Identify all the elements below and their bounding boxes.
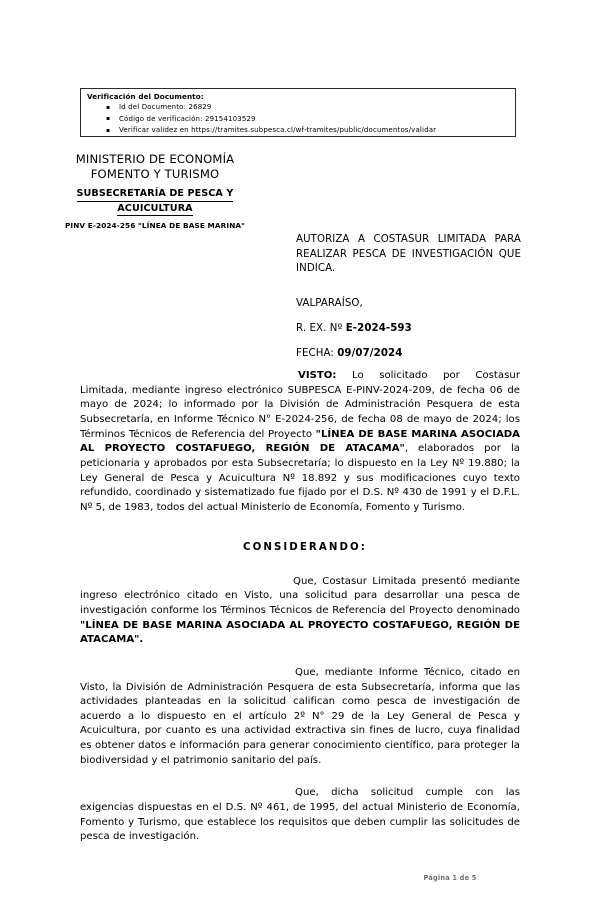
considerando-paragraph-2 bbox=[80, 666, 520, 769]
verification-item-document-id: ▪ Id del Documento: 26829 bbox=[119, 102, 436, 114]
visto-text-part2: , elaborados por la peticionaria y aprobados por esta Subsecretaría; lo dispuesto en la Ley Nº 19.880; la Ley General de Pesca y Acuicultura Nº 18.892 y sus modificaciones cuyo texto refundido, coordinado y sistematizado fue fijado por el D.S. Nº 430 de 1991 y el D.F.L. Nº 5, de 1983, todos del actual Ministerio de Economía, Fomento y Turismo. bbox=[80, 443, 520, 513]
verification-title: Verificación del Documento: bbox=[87, 92, 204, 101]
para1-project-name: "LÍNEA DE BASE MARINA ASOCIADA AL PROYECTO COSTAFUEGO, REGIÓN DE ATACAMA". bbox=[80, 619, 520, 646]
page-footer: Página 1 de 5 bbox=[423, 874, 477, 882]
considerando-heading: CONSIDERANDO: bbox=[243, 541, 367, 553]
ministry-name-line2: FOMENTO Y TURISMO bbox=[90, 166, 220, 181]
verification-item-url: ▪ Verificar validez en https://tramites.subpesca.cl/wf-tramites/public/documentos/validar bbox=[119, 125, 436, 137]
para2-text: Que, mediante Informe Técnico, citado en Visto, la División de Administración Pesquera de esta Subsecretaría, informa que las actividades planteadas en la solicitud califican como pesca de investigación de acuerdo a lo dispuesto en el artículo 2º N° 29 de la Ley General de Pesca y Acuicultura, por cuanto es una actividad extractiva sin fines de lucro, cuya finalidad es obtener datos e información para generar conocimiento científico, para proteger la biodiversidad y el patrimonio sanitario del país. bbox=[80, 666, 520, 766]
considerando-paragraph-1 bbox=[80, 575, 520, 648]
resolution-number-value: E-2024-593 bbox=[345, 322, 412, 334]
resolution-date bbox=[296, 348, 521, 359]
visto-paragraph bbox=[80, 369, 520, 516]
visto-project-name: "LÍNEA DE BASE MARINA ASOCIADA AL PROYECTO COSTAFUEGO, REGIÓN DE ATACAMA" bbox=[80, 428, 521, 455]
resolution-city: VALPARAÍSO, bbox=[296, 297, 363, 309]
resolution-date-value: 09/07/2024 bbox=[337, 347, 403, 359]
document-body bbox=[80, 369, 520, 845]
verification-list bbox=[101, 102, 436, 137]
considerando-paragraph-3 bbox=[80, 786, 520, 845]
resolution-header bbox=[296, 233, 521, 359]
document-verification-box bbox=[80, 88, 516, 137]
resolution-number bbox=[296, 323, 521, 334]
visto-label: VISTO: bbox=[298, 370, 337, 381]
visto-text-part1: Lo solicitado por Costasur Limitada, mediante ingreso electrónico SUBPESCA E-PINV-2024-209, de fecha 06 de mayo de 2024; lo informado por la División de Administración Pesquera de esta Subsecretaría, en Informe Técnico N° E-2024-256, de fecha 08 de mayo de 2024; los Términos Técnicos de Referencia del Proyecto bbox=[80, 370, 520, 440]
subsecretaria-line2: ACUICULTURA bbox=[117, 202, 192, 217]
verification-item-code: ▪ Código de verificación: 29154103529 bbox=[119, 114, 436, 126]
para1-text: Que, Costasur Limitada presentó mediante ingreso electrónico citado en Visto, una solicitud para desarrollar una pesca de investigación conforme los Términos Técnicos de Referencia del Proyecto denominado bbox=[80, 575, 520, 616]
resolution-date-label: FECHA: bbox=[296, 347, 338, 359]
para3-text: Que, dicha solicitud cumple con las exigencias dispuestas en el D.S. Nº 461, de 1995, del actual Ministerio de Economía, Fomento y Turismo, que establece los requisitos que deben cumplir las solicitudes de pesca de investigación. bbox=[80, 787, 520, 843]
project-code-label: PINV E-2024-256 "LÍNEA DE BASE MARINA" bbox=[64, 221, 246, 230]
paragraph-gap-1 bbox=[80, 648, 520, 666]
paragraph-gap-2 bbox=[80, 768, 520, 786]
resolution-title: AUTORIZA A COSTASUR LIMITADA PARA REALIZAR PESCA DE INVESTIGACIÓN QUE INDICA. bbox=[296, 234, 521, 275]
letterhead bbox=[30, 152, 280, 230]
subsecretaria-name bbox=[30, 187, 280, 216]
ministry-name-line1: MINISTERIO DE ECONOMÍA bbox=[75, 152, 235, 166]
resolution-number-label: R. EX. Nº bbox=[296, 322, 346, 334]
subsecretaria-line1: SUBSECRETARÍA DE PESCA Y bbox=[77, 187, 234, 202]
